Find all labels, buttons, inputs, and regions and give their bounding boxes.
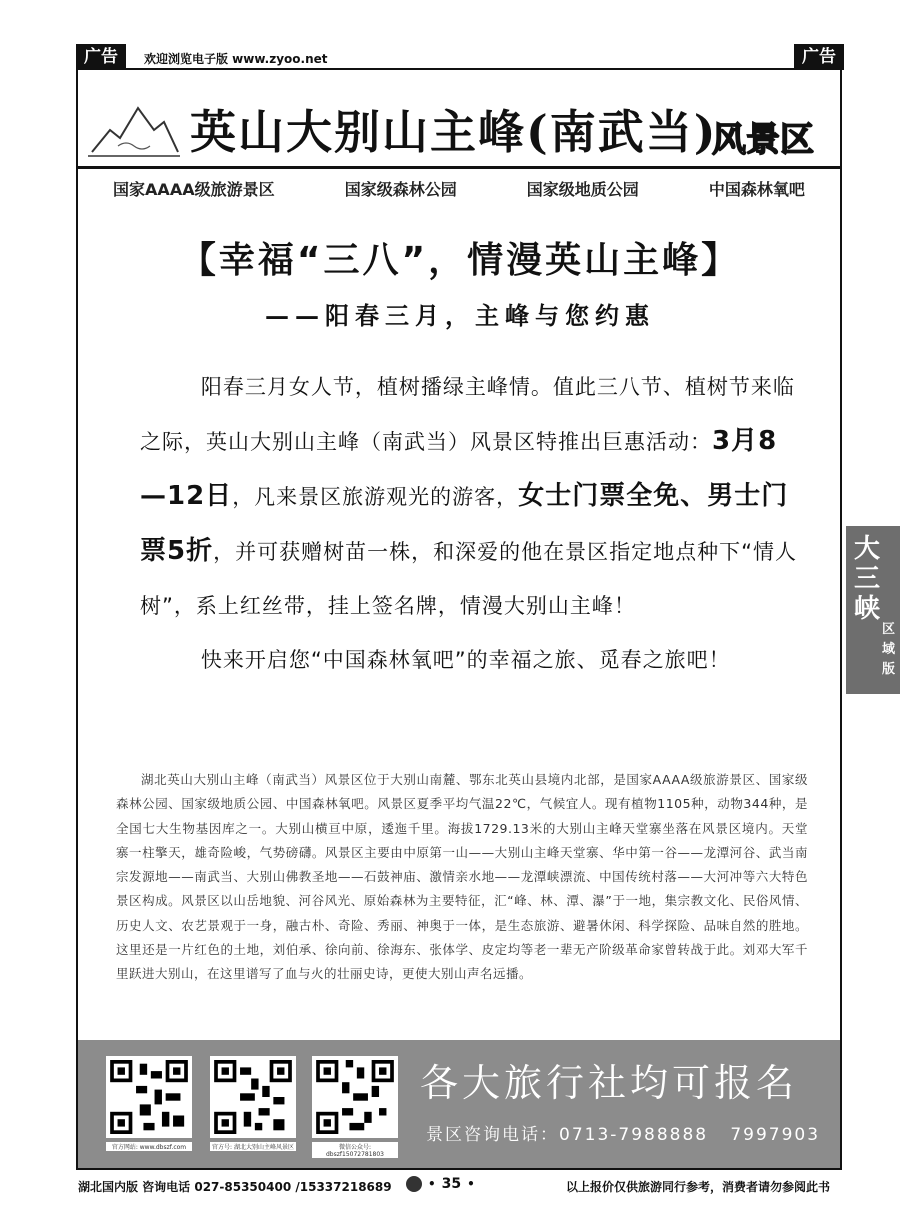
brand-title: 英山大别山主峰(南武当) — [190, 105, 718, 159]
qr-caption-official: 官方号: 湖北大别山主峰风景区 — [210, 1142, 296, 1151]
p1-text-a: 阳春三月女人节，植树播绿主峰情。值此三八节、植树节来临之际，英山大别山主峰（南武当）风景区特推出巨惠活动： — [140, 375, 795, 454]
header-divider — [78, 166, 840, 169]
side-tab-big: 大三峡 — [854, 534, 881, 624]
footer-right: 以上报价仅供旅游同行参考，消费者请勿参阅此书 — [566, 1180, 831, 1194]
brand-subtitles — [78, 170, 840, 206]
phone-numbers: 0713-7988888 7997903 — [559, 1125, 821, 1145]
qr-block-wechat[interactable] — [312, 1056, 398, 1158]
qr-code-icon — [106, 1056, 192, 1138]
qr-code-icon — [312, 1056, 398, 1138]
subtitle-oxygen-bar: 中国森林氧吧 — [708, 179, 805, 199]
qr-block-official[interactable] — [210, 1056, 296, 1151]
promo-paragraph-1 — [140, 360, 800, 633]
qr-block-website[interactable] — [106, 1056, 192, 1151]
qr-code-icon — [210, 1056, 296, 1138]
side-tab — [846, 526, 900, 694]
page-ornament-icon — [406, 1176, 422, 1192]
welcome-text: 欢迎浏览电子版 www.zyoo.net — [144, 52, 328, 66]
brand-suffix: 风景区 — [712, 120, 814, 160]
p1-text-b: ，凡来景区旅游观光的游客， — [232, 485, 519, 509]
promo-body — [140, 360, 800, 687]
qr-caption-wechat: 微信公众号: dbszf15072781803 — [312, 1142, 398, 1158]
subtitle-geo-park: 国家级地质公园 — [526, 179, 639, 199]
intro-text: 湖北英山大别山主峰（南武当）风景区位于大别山南麓、鄂东北英山县境内北部，是国家AAAA级旅游景区、国家级森林公园、国家级地质公园、中国森林氧吧。风景区夏季平均气温22℃，气候宜人。现有植物1105种，动物344种，是全国七大生物基因库之一。大别山横亘中原，逶迤千里。海拔1729.13米的大别山主峰天堂寨坐落在风景区境内。天堂寨一柱擎天，雄奇险峻，气势磅礴。风景区主要由中原第一山——大别山主峰天堂寨、华中第一谷——龙潭河谷、武当南宗发源地——南武当、大别山佛教圣地——石鼓神庙、激情亲水地——龙潭峡漂流、中国传统村落——大河冲等六大特色景区构成。风景区以山岳地貌、河谷风光、原始森林为主要特征，汇“峰、林、潭、瀑”于一地，集宗教文化、民俗风情、历史人文、农艺景观于一身，融古朴、奇险、秀丽、神奥于一体，是生态旅游、避暑休闲、科学探险、品味自然的胜地。这里还是一片红色的土地，刘伯承、徐向前、徐海东、张体学、皮定均等老一辈无产阶级革命家曾转战于此。刘邓大军千里跃进大别山，在这里谱写了血与火的壮丽史诗，更使大别山声名远播。 — [116, 772, 808, 982]
subtitle-forest-park: 国家级森林公园 — [344, 179, 457, 199]
headline: 【幸福“三八”，情漫英山主峰】 — [179, 240, 741, 281]
p1-text-c: ，并可获赠树苗一株，和深爱的他在景区指定地点种下“情人树”，系上红丝带，挂上签名牌，情漫大别山主峰！ — [140, 540, 797, 618]
cta-text: 各大旅行社均可报名 — [420, 1061, 799, 1105]
subtitle-aaaa: 国家AAAA级旅游景区 — [113, 179, 275, 199]
page-number: 35 — [441, 1176, 462, 1192]
phone-label: 景区咨询电话： — [426, 1125, 559, 1145]
subheadline: ——阳春三月，主峰与您约惠 — [265, 301, 655, 330]
qr-caption-website: 官方网站: www.dbszf.com — [106, 1142, 192, 1151]
footer-page: • 35 • — [406, 1176, 475, 1192]
footer-left: 湖北国内版 咨询电话 027-85350400 /15337218689 — [78, 1180, 392, 1194]
promo-paragraph-2: 快来开启您“中国森林氧吧”的幸福之旅、觅春之旅吧！ — [200, 648, 731, 672]
side-tab-small: 区域版 — [882, 622, 896, 677]
ad-tag-right: 广告 — [794, 44, 844, 70]
mountain-logo-icon — [88, 100, 180, 162]
promo-offer: 女士门票全免、男士门票5折 — [140, 481, 789, 566]
promo-dates: 3月8—12日 — [140, 426, 778, 511]
ad-tag-left: 广告 — [76, 44, 126, 70]
phone-line — [426, 1120, 820, 1145]
